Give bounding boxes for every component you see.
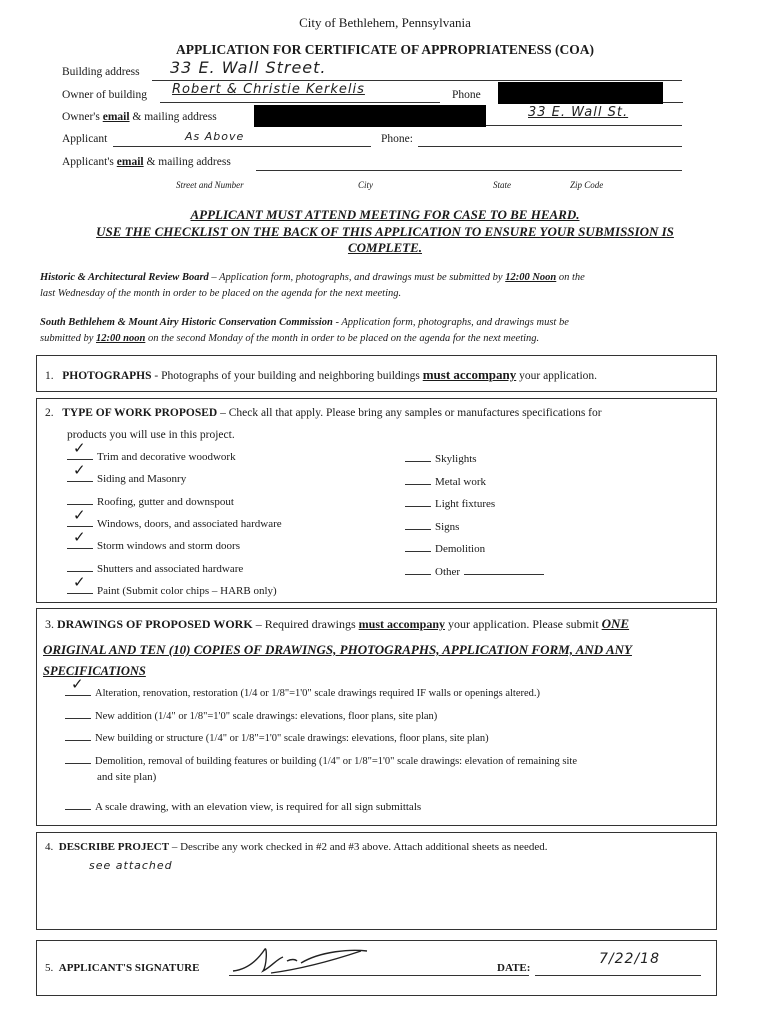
- work-item-checkbox[interactable]: [67, 461, 93, 482]
- building-address-label: Building address: [62, 66, 140, 78]
- work-item-right-1[interactable]: [405, 474, 486, 488]
- work-item-label: Roofing, gutter and downspout: [97, 495, 234, 508]
- work-item-checkbox[interactable]: [67, 505, 93, 527]
- work-item-right-label: Signs: [435, 520, 460, 533]
- section-type-of-work: [36, 398, 717, 603]
- work-item-right-4[interactable]: [405, 541, 485, 555]
- work-item-right-checkbox[interactable]: [405, 541, 431, 552]
- describe-project-value[interactable]: see attached: [89, 859, 173, 872]
- checkmark-icon: ✓: [73, 439, 86, 457]
- work-item-right-checkbox[interactable]: [405, 564, 431, 575]
- work-item-right-label: Light fixtures: [435, 498, 496, 510]
- drawing-item-label: Demolition, removal of building features or building (1/4" or 1/8"=1'0" scale drawings: elevation of remaining site: [95, 755, 577, 767]
- section-describe-project: [36, 832, 717, 930]
- drawing-item-sign[interactable]: A scale drawing, with an elevation view, is required for all sign submittals: [65, 799, 421, 813]
- work-item-right-checkbox[interactable]: [405, 519, 431, 530]
- drawing-item-checkbox[interactable]: [65, 753, 91, 764]
- signature-label: 5. APPLICANT'S SIGNATURE: [45, 962, 200, 974]
- section-describe-heading: 4. DESCRIBE PROJECT – Describe any work checked in #2 and #3 above. Attach additional sheets as needed.: [45, 841, 548, 853]
- work-item-label: Shutters and associated hardware: [97, 562, 244, 575]
- work-item-checkbox[interactable]: [67, 494, 93, 505]
- work-item-right-label: Demolition: [435, 543, 486, 555]
- section-drawings-copies: ORIGINAL AND TEN (10) COPIES OF DRAWINGS, PHOTOGRAPHS, APPLICATION FORM, AND ANY: [43, 642, 632, 657]
- work-item-2[interactable]: [67, 494, 234, 508]
- work-item-0[interactable]: [67, 439, 236, 463]
- applicant-email-field[interactable]: [256, 154, 682, 171]
- drawing-item-3[interactable]: [65, 753, 577, 767]
- work-item-right-label: Metal work: [435, 475, 487, 488]
- drawing-item-label: New addition (1/4" or 1/8"=1'0" scale drawings: elevations, floor plans, site plan): [95, 710, 438, 722]
- work-item-checkbox[interactable]: [67, 561, 93, 572]
- owner-phone-redacted: [498, 82, 663, 104]
- drawing-item-checkbox[interactable]: [65, 730, 91, 741]
- owner-email-value-tail: 33 E. Wall St.: [528, 105, 629, 120]
- work-item-right-label: Other: [435, 565, 461, 578]
- work-item-right-3[interactable]: [405, 519, 459, 533]
- form-title: APPLICATION FOR CERTIFICATE OF APPROPRIATENESS (COA): [176, 42, 594, 57]
- work-item-checkbox[interactable]: [67, 572, 93, 594]
- drawing-item-label: New building or structure (1/4" or 1/8"=1'0" scale drawings: elevations, floor plans, site plan): [95, 733, 489, 744]
- section-drawings: [36, 608, 717, 826]
- signature-scribble: [231, 945, 371, 975]
- work-item-right-checkbox[interactable]: [405, 496, 431, 507]
- owner-label: Owner of building: [62, 89, 147, 101]
- owner-phone-label: Phone: [452, 89, 481, 101]
- owner-email-label: Owner's email & mailing address: [62, 111, 217, 123]
- date-field[interactable]: [535, 951, 701, 976]
- owner-field[interactable]: [160, 82, 440, 103]
- notice-complete: COMPLETE.: [347, 240, 423, 255]
- work-item-label: Windows, doors, and associated hardware: [97, 517, 282, 530]
- checkmark-icon: ✓: [73, 528, 86, 547]
- checkmark-icon: ✓: [71, 675, 84, 693]
- section-drawings-heading: 3. DRAWINGS OF PROPOSED WORK – Required drawings must accompany your application. Please submit ONE: [45, 616, 630, 631]
- drawing-item-2[interactable]: [65, 730, 489, 744]
- section-photographs: [36, 355, 717, 392]
- work-item-right-5[interactable]: [405, 564, 548, 578]
- work-item-4[interactable]: [67, 528, 240, 553]
- work-item-checkbox[interactable]: [67, 528, 93, 549]
- drawing-item-demolition-cont: and site plan): [97, 771, 157, 783]
- sub-label-street: Street and Number: [176, 180, 244, 190]
- drawing-item-1[interactable]: [65, 708, 437, 722]
- drawing-item-0[interactable]: [65, 675, 541, 699]
- work-item-label: Storm windows and storm doors: [97, 540, 240, 553]
- applicant-field[interactable]: [113, 130, 371, 147]
- drawing-item-checkbox[interactable]: [65, 675, 91, 696]
- owner-value: Robert & Christie Kerkelis: [172, 82, 365, 97]
- owner-phone-line-end: [663, 88, 683, 103]
- harb-notice: Historic & Architectural Review Board – Application form, photographs, and drawings must be submitted by 12:00 Noon on the last Wednesday of the month in order to be placed on the agenda for the next meeting.: [40, 272, 585, 299]
- work-item-5[interactable]: [67, 561, 243, 575]
- notice-checklist: USE THE CHECKLIST ON THE BACK OF THIS APPLICATION TO ENSURE YOUR SUBMISSION IS: [96, 224, 674, 239]
- work-item-6[interactable]: [67, 572, 277, 597]
- section-type-of-work-subtext: products you will use in this project.: [67, 429, 235, 441]
- signature-field[interactable]: [229, 961, 529, 976]
- sbm-notice: South Bethlehem & Mount Airy Historic Conservation Commission - Application form, photographs, and drawings must be submitted by 12:00 noon on the second Monday of the month in order to be placed on the agenda for the next meeting.: [40, 317, 569, 344]
- other-specify-field[interactable]: [464, 564, 544, 575]
- checkmark-icon: ✓: [73, 505, 86, 524]
- date-label: DATE:: [497, 962, 531, 974]
- drawing-item-label: Alteration, renovation, restoration (1/4 or 1/8"=1'0" scale drawings required IF walls or openings altered.): [95, 688, 541, 699]
- checkmark-icon: ✓: [73, 461, 86, 480]
- building-address-value: 33 E. Wall Street.: [170, 58, 327, 77]
- work-item-label: Siding and Masonry: [97, 473, 187, 486]
- checkmark-icon: ✓: [73, 572, 86, 591]
- owner-email-redacted: [254, 105, 486, 127]
- applicant-email-label: Applicant's email & mailing address: [62, 156, 231, 168]
- sub-label-state: State: [493, 180, 511, 190]
- work-item-label: Trim and decorative woodwork: [97, 451, 236, 463]
- section-photographs-text: 1. PHOTOGRAPHS - Photographs of your building and neighboring buildings must accompany your application.: [45, 367, 598, 382]
- section-type-of-work-heading: 2. TYPE OF WORK PROPOSED – Check all that apply. Please bring any samples or manufactures specifications for: [45, 407, 602, 419]
- work-item-right-2[interactable]: [405, 496, 495, 510]
- drawing-item-checkbox[interactable]: [65, 708, 91, 719]
- work-item-3[interactable]: [67, 505, 282, 530]
- applicant-phone-label: Phone:: [381, 133, 413, 145]
- sub-label-city: City: [358, 180, 373, 190]
- work-item-right-label: Skylights: [435, 453, 477, 465]
- work-item-checkbox[interactable]: [67, 439, 93, 460]
- sub-label-zip: Zip Code: [570, 180, 604, 190]
- work-item-right-0[interactable]: [405, 451, 477, 465]
- section-drawings-specs: SPECIFICATIONS: [43, 664, 146, 678]
- date-value: 7/22/18: [599, 951, 660, 967]
- applicant-label: Applicant: [62, 133, 108, 145]
- notice-attend: APPLICANT MUST ATTEND MEETING FOR CASE TO BE HEARD.: [190, 207, 580, 222]
- applicant-phone-field[interactable]: [418, 130, 682, 147]
- work-item-right-checkbox[interactable]: [405, 451, 431, 462]
- section-signature: [36, 940, 717, 996]
- city-heading: City of Bethlehem, Pennsylvania: [299, 15, 471, 30]
- work-item-1[interactable]: [67, 461, 187, 486]
- building-address-field[interactable]: [152, 58, 682, 81]
- applicant-value: As Above: [185, 130, 245, 143]
- work-item-right-checkbox[interactable]: [405, 474, 431, 485]
- work-item-label: Paint (Submit color chips – HARB only): [97, 584, 277, 597]
- owner-email-field[interactable]: [486, 105, 682, 126]
